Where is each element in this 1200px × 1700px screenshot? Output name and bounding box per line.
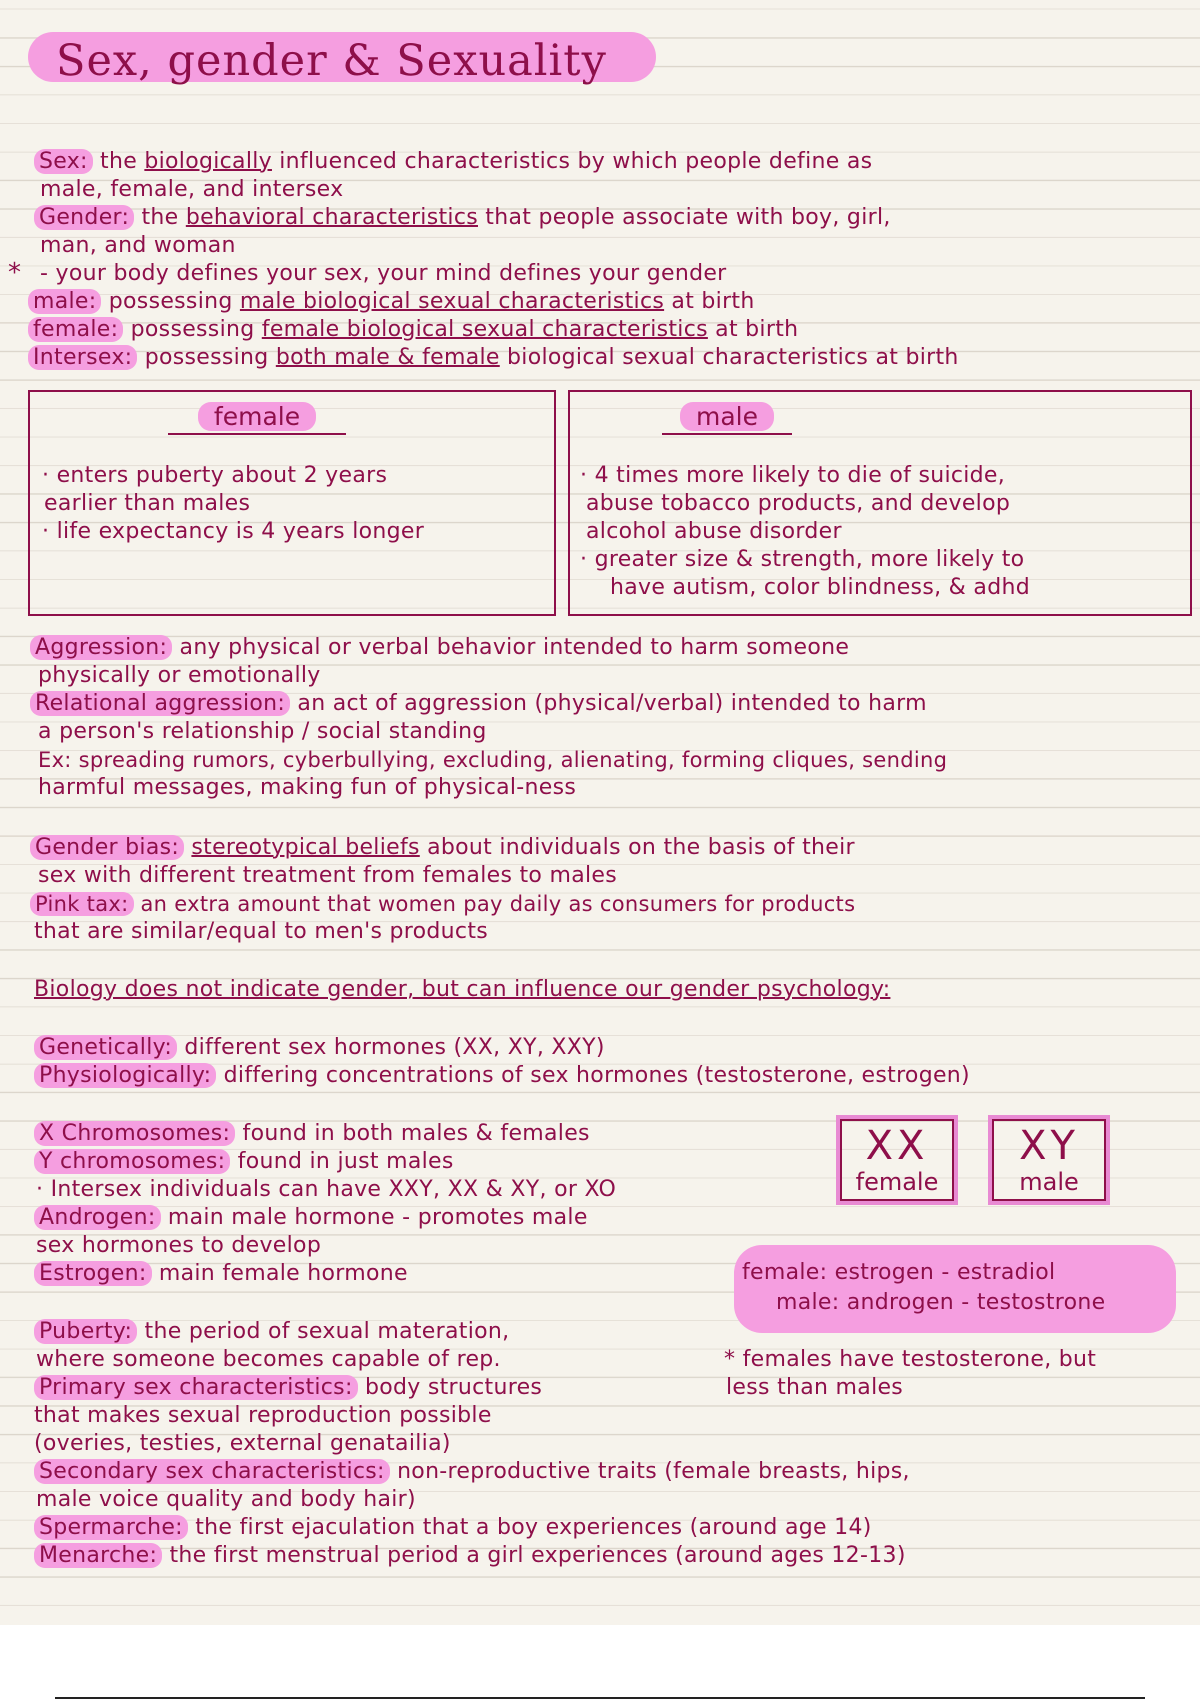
pink-tax-term: Pink tax: (30, 892, 134, 916)
androgen-term: Androgen: (34, 1205, 161, 1230)
female-fact-1b: earlier than males (44, 491, 251, 516)
primary-sex-line2: that makes sexual reproduction possible (34, 1403, 492, 1428)
female-fact-2: · life expectancy is 4 years longer (42, 519, 425, 544)
xx-label: XX (865, 1123, 929, 1169)
gender-bias-term: Gender bias: (30, 835, 184, 860)
y-chromosome-term: Y chromosomes: (34, 1149, 230, 1174)
aggression-term: Aggression: (30, 635, 172, 660)
aggression-definition: Aggression: any physical or verbal behavior intended to harm someone (30, 634, 849, 662)
physiologically-definition: Physiologically: differing concentrations of sex hormones (testosterone, estrogen) (34, 1062, 970, 1090)
bottom-divider (55, 1697, 1145, 1699)
androgen-definition: Androgen: main male hormone - promotes male (34, 1204, 588, 1232)
star-icon: * (8, 258, 21, 288)
testosterone-note-line2: less than males (726, 1375, 904, 1400)
female-fact-1: · enters puberty about 2 years (42, 463, 388, 488)
page-title (28, 32, 656, 86)
gender-definition-line2: man, and woman (40, 233, 236, 258)
estrogen-definition: Estrogen: main female hormone (34, 1260, 408, 1288)
gender-definition: Gender: the behavioral characteristics that people associate with boy, girl, (34, 204, 891, 232)
sex-definition-line2: male, female, and intersex (40, 177, 344, 202)
puberty-term: Puberty: (34, 1319, 137, 1344)
body-mind-note: - your body defines your sex, your mind defines your gender (40, 261, 727, 286)
male-fact-2: · greater size & strength, more likely to (580, 547, 1025, 572)
spermarche-definition: Spermarche: the first ejaculation that a boy experiences (around age 14) (34, 1514, 872, 1542)
biology-heading: Biology does not indicate gender, but can influence our gender psychology: (34, 977, 891, 1002)
aggression-examples: Ex: spreading rumors, cyberbullying, excluding, alienating, forming cliques, sending (38, 748, 948, 772)
male-fact-1c: alcohol abuse disorder (586, 519, 842, 544)
xy-label: XY (1019, 1123, 1079, 1169)
primary-sex-definition: Primary sex characteristics: body structures (34, 1374, 542, 1402)
puberty-line2: where someone becomes capable of rep. (36, 1347, 501, 1372)
aggression-examples-line2: harmful messages, making fun of physical-ness (38, 775, 577, 800)
gender-bias-line2: sex with different treatment from females to males (38, 863, 617, 888)
relational-aggression-term: Relational aggression: (30, 691, 290, 716)
relational-line2: a person's relationship / social standing (38, 719, 487, 744)
genetically-term: Genetically: (34, 1035, 177, 1060)
gender-term: Gender: (34, 205, 134, 230)
hormone-female: female: estrogen - estradiol (742, 1260, 1056, 1285)
sex-definition: Sex: the biologically influenced characteristics by which people define as (34, 148, 872, 176)
pink-tax-definition: Pink tax: an extra amount that women pay daily as consumers for products (30, 890, 855, 918)
estrogen-term: Estrogen: (34, 1261, 152, 1286)
male-box (568, 390, 1192, 616)
male-fact-2b: have autism, color blindness, & adhd (610, 575, 1030, 600)
secondary-sex-line2: male voice quality and body hair) (36, 1487, 416, 1512)
xy-male-box (988, 1115, 1110, 1205)
xy-caption: male (1019, 1168, 1079, 1196)
gender-bias-definition: Gender bias: stereotypical beliefs about individuals on the basis of their (30, 834, 855, 862)
primary-sex-line3: (overies, testies, external genatailia) (34, 1431, 451, 1456)
male-fact-1b: abuse tobacco products, and develop (586, 491, 1011, 516)
hormone-male: male: androgen - testostrone (776, 1290, 1106, 1315)
x-chromosome-term: X Chromosomes: (34, 1121, 235, 1146)
page-title-text: Sex, gender & Sexuality (56, 36, 607, 86)
male-fact-1: · 4 times more likely to die of suicide, (580, 463, 1006, 488)
male-box-title: male (662, 402, 792, 435)
spermarche-term: Spermarche: (34, 1515, 188, 1540)
female-box-title: female (168, 402, 346, 435)
male-definition: male: possessing male biological sexual characteristics at birth (28, 288, 755, 316)
sex-term: Sex: (34, 149, 93, 174)
aggression-line2: physically or emotionally (38, 663, 321, 688)
xx-caption: female (855, 1168, 939, 1196)
androgen-line2: sex hormones to develop (36, 1233, 322, 1258)
genetically-definition: Genetically: different sex hormones (XX, XY, XXY) (34, 1034, 605, 1062)
menarche-definition: Menarche: the first menstrual period a girl experiences (around ages 12-13) (34, 1542, 906, 1570)
testosterone-note: * females have testosterone, but (724, 1347, 1097, 1372)
male-term: male: (28, 289, 101, 314)
pink-tax-line2: that are similar/equal to men's products (34, 919, 489, 944)
secondary-sex-definition: Secondary sex characteristics: non-reproductive traits (female breasts, hips, (34, 1458, 910, 1486)
puberty-definition: Puberty: the period of sexual materation, (34, 1318, 509, 1346)
physiologically-term: Physiologically: (34, 1063, 216, 1088)
female-box (28, 390, 556, 616)
intersex-definition: Intersex: possessing both male & female biological sexual characteristics at birth (28, 344, 959, 372)
intersex-term: Intersex: (28, 345, 137, 370)
x-chromosome-definition: X Chromosomes: found in both males & females (34, 1120, 590, 1148)
menarche-term: Menarche: (34, 1543, 162, 1568)
female-term: female: (28, 317, 123, 342)
secondary-sex-term: Secondary sex characteristics: (34, 1459, 390, 1484)
intersex-chromosomes: · Intersex individuals can have XXY, XX & XY, or XO (36, 1177, 617, 1202)
y-chromosome-definition: Y chromosomes: found in just males (34, 1148, 454, 1176)
relational-aggression-definition: Relational aggression: an act of aggression (physical/verbal) intended to harm (30, 690, 927, 718)
xx-female-box (836, 1115, 958, 1205)
hormone-summary (734, 1245, 1176, 1333)
female-definition: female: possessing female biological sexual characteristics at birth (28, 316, 798, 344)
primary-sex-term: Primary sex characteristics: (34, 1375, 358, 1400)
